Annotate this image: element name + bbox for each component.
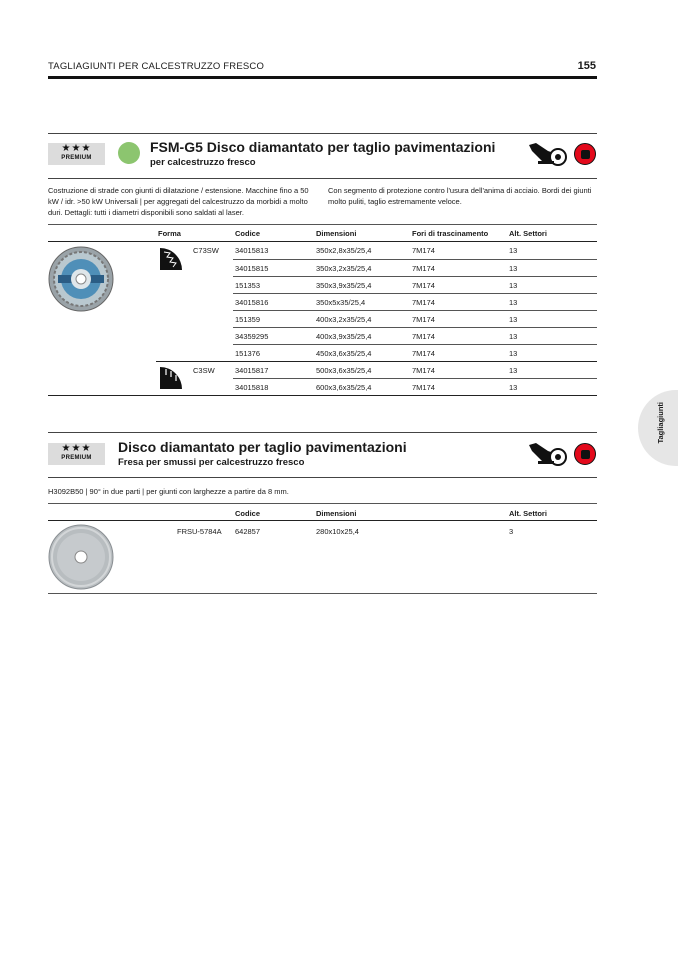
table1-dimensioni-cell: 350x5x35/25,4 bbox=[316, 298, 366, 307]
concrete-material-icon bbox=[574, 443, 596, 465]
table1-codice-cell: 34015815 bbox=[235, 264, 269, 273]
table1-codice-cell: 34015816 bbox=[235, 298, 269, 307]
table1-header-codice: Codice bbox=[235, 229, 261, 238]
header-rule bbox=[48, 76, 597, 79]
side-tab-label: Tagliagiunti bbox=[656, 402, 665, 444]
table1-settori-cell: 13 bbox=[509, 383, 518, 392]
table2-forma-cell: FRSU-5784A bbox=[177, 527, 222, 536]
table1-dimensioni-cell: 400x3,2x35/25,4 bbox=[316, 315, 372, 324]
stars-icon: ★★★ bbox=[61, 143, 92, 154]
table-group-divider bbox=[156, 361, 597, 362]
product1-description-left: Costruzione di strade con giunti di dilatazione / estensione. Macchine fino a 50 kW / idr. >50 kW Universali | per aggregati del calcestruzzo da morbidi a molto duri. Dettagli: tutti i diametri disponibili sono saldati al laser. bbox=[48, 186, 309, 217]
table1-codice-cell: 34359295 bbox=[235, 332, 269, 341]
table1-codice-cell: 34015817 bbox=[235, 366, 269, 375]
table1-fori-cell: 7M174 bbox=[412, 349, 435, 358]
table1-fori-cell: 7M174 bbox=[412, 281, 435, 290]
table1-header-rule bbox=[48, 241, 597, 242]
segment-shape-c3sw-icon bbox=[158, 365, 184, 391]
table1-dimensioni-cell: 600x3,6x35/25,4 bbox=[316, 383, 372, 392]
section2-top-rule bbox=[48, 432, 597, 433]
table1-settori-cell: 13 bbox=[509, 332, 518, 341]
section1-top-rule bbox=[48, 133, 597, 134]
table1-header-dimensioni: Dimensioni bbox=[316, 229, 357, 238]
table-row-divider bbox=[233, 293, 597, 294]
table1-fori-cell: 7M174 bbox=[412, 246, 435, 255]
table1-header-forma: Forma bbox=[158, 229, 181, 238]
diamond-blade-image bbox=[48, 246, 114, 312]
table1-fori-cell: 7M174 bbox=[412, 383, 435, 392]
table1-codice-cell: 151353 bbox=[235, 281, 261, 290]
table1-settori-cell: 13 bbox=[509, 298, 518, 307]
section2-rule bbox=[48, 477, 597, 478]
side-tab[interactable] bbox=[638, 390, 678, 466]
table1-fori-cell: 7M174 bbox=[412, 264, 435, 273]
product1-title: FSM-G5 Disco diamantato per taglio pavimentazioni bbox=[150, 139, 496, 155]
table2-header-codice: Codice bbox=[235, 509, 261, 518]
table1-dimensioni-cell: 500x3,6x35/25,4 bbox=[316, 366, 372, 375]
table1-dimensioni-cell: 350x2,8x35/25,4 bbox=[316, 246, 372, 255]
table1-settori-cell: 13 bbox=[509, 315, 518, 324]
table-row-divider bbox=[233, 327, 597, 328]
table1-dimensioni-cell: 350x3,2x35/25,4 bbox=[316, 264, 372, 273]
table1-bottom-rule bbox=[48, 395, 597, 396]
table1-settori-cell: 13 bbox=[509, 246, 518, 255]
table2-settori-cell: 3 bbox=[509, 527, 514, 536]
premium-badge bbox=[48, 143, 105, 165]
table2-top-rule bbox=[48, 503, 597, 504]
product1-subtitle: per calcestruzzo fresco bbox=[150, 157, 256, 168]
table1-fori-cell: 7M174 bbox=[412, 298, 435, 307]
premium-label: PREMIUM bbox=[61, 155, 92, 161]
concrete-material-icon bbox=[574, 143, 596, 165]
premium-badge bbox=[48, 443, 105, 465]
table1-header-settori: Alt. Settori bbox=[509, 229, 547, 238]
table-row-divider bbox=[233, 276, 597, 277]
table-row-divider bbox=[233, 310, 597, 311]
table1-fori-cell: 7M174 bbox=[412, 366, 435, 375]
product2-description: H3092B50 | 90° in due parti | per giunti con larghezze a partire da 8 mm. bbox=[48, 487, 289, 496]
table-row-divider bbox=[233, 259, 597, 260]
table1-dimensioni-cell: 400x3,9x35/25,4 bbox=[316, 332, 372, 341]
floor-saw-icon bbox=[528, 141, 568, 167]
table1-codice-cell: 34015813 bbox=[235, 246, 269, 255]
table1-settori-cell: 13 bbox=[509, 349, 518, 358]
table2-dimensioni-cell: 280x10x25,4 bbox=[316, 527, 359, 536]
table-row-divider bbox=[233, 344, 597, 345]
table2-header-settori: Alt. Settori bbox=[509, 509, 547, 518]
table1-top-rule bbox=[48, 224, 597, 225]
chamfer-blade-image bbox=[48, 524, 114, 590]
table2-header-dimensioni: Dimensioni bbox=[316, 509, 357, 518]
page-number: 155 bbox=[577, 60, 596, 72]
page-header-title: TAGLIAGIUNTI PER CALCESTRUZZO FRESCO bbox=[48, 61, 265, 72]
table1-dimensioni-cell: 350x3,9x35/25,4 bbox=[316, 281, 372, 290]
segment-shape-c73sw-icon bbox=[158, 246, 184, 272]
table1-settori-cell: 13 bbox=[509, 281, 518, 290]
green-category-dot bbox=[118, 142, 140, 164]
table1-header-fori: Fori di trascinamento bbox=[412, 229, 489, 238]
table1-codice-cell: 151376 bbox=[235, 349, 261, 358]
table1-fori-cell: 7M174 bbox=[412, 315, 435, 324]
floor-saw-icon bbox=[528, 441, 568, 467]
table1-forma-cell: C3SW bbox=[193, 366, 215, 375]
product1-description-right: Con segmento di protezione contro l'usura dell'anima di acciaio. Bordi dei giunti molto puliti, taglio estremamente veloce. bbox=[328, 186, 592, 206]
table1-settori-cell: 13 bbox=[509, 366, 518, 375]
section1-rule bbox=[48, 178, 597, 179]
table1-codice-cell: 151359 bbox=[235, 315, 261, 324]
table1-settori-cell: 13 bbox=[509, 264, 518, 273]
stars-icon: ★★★ bbox=[61, 443, 92, 454]
table1-forma-cell: C73SW bbox=[193, 246, 219, 255]
product2-subtitle: Fresa per smussi per calcestruzzo fresco bbox=[118, 457, 305, 468]
table1-codice-cell: 34015818 bbox=[235, 383, 269, 392]
table-row-divider bbox=[233, 378, 597, 379]
table2-header-rule bbox=[48, 520, 597, 521]
premium-label: PREMIUM bbox=[61, 455, 92, 461]
table1-dimensioni-cell: 450x3,6x35/25,4 bbox=[316, 349, 372, 358]
product2-title: Disco diamantato per taglio pavimentazioni bbox=[118, 439, 407, 455]
table1-fori-cell: 7M174 bbox=[412, 332, 435, 341]
table2-codice-cell: 642857 bbox=[235, 527, 261, 536]
table2-bottom-rule bbox=[48, 593, 597, 594]
